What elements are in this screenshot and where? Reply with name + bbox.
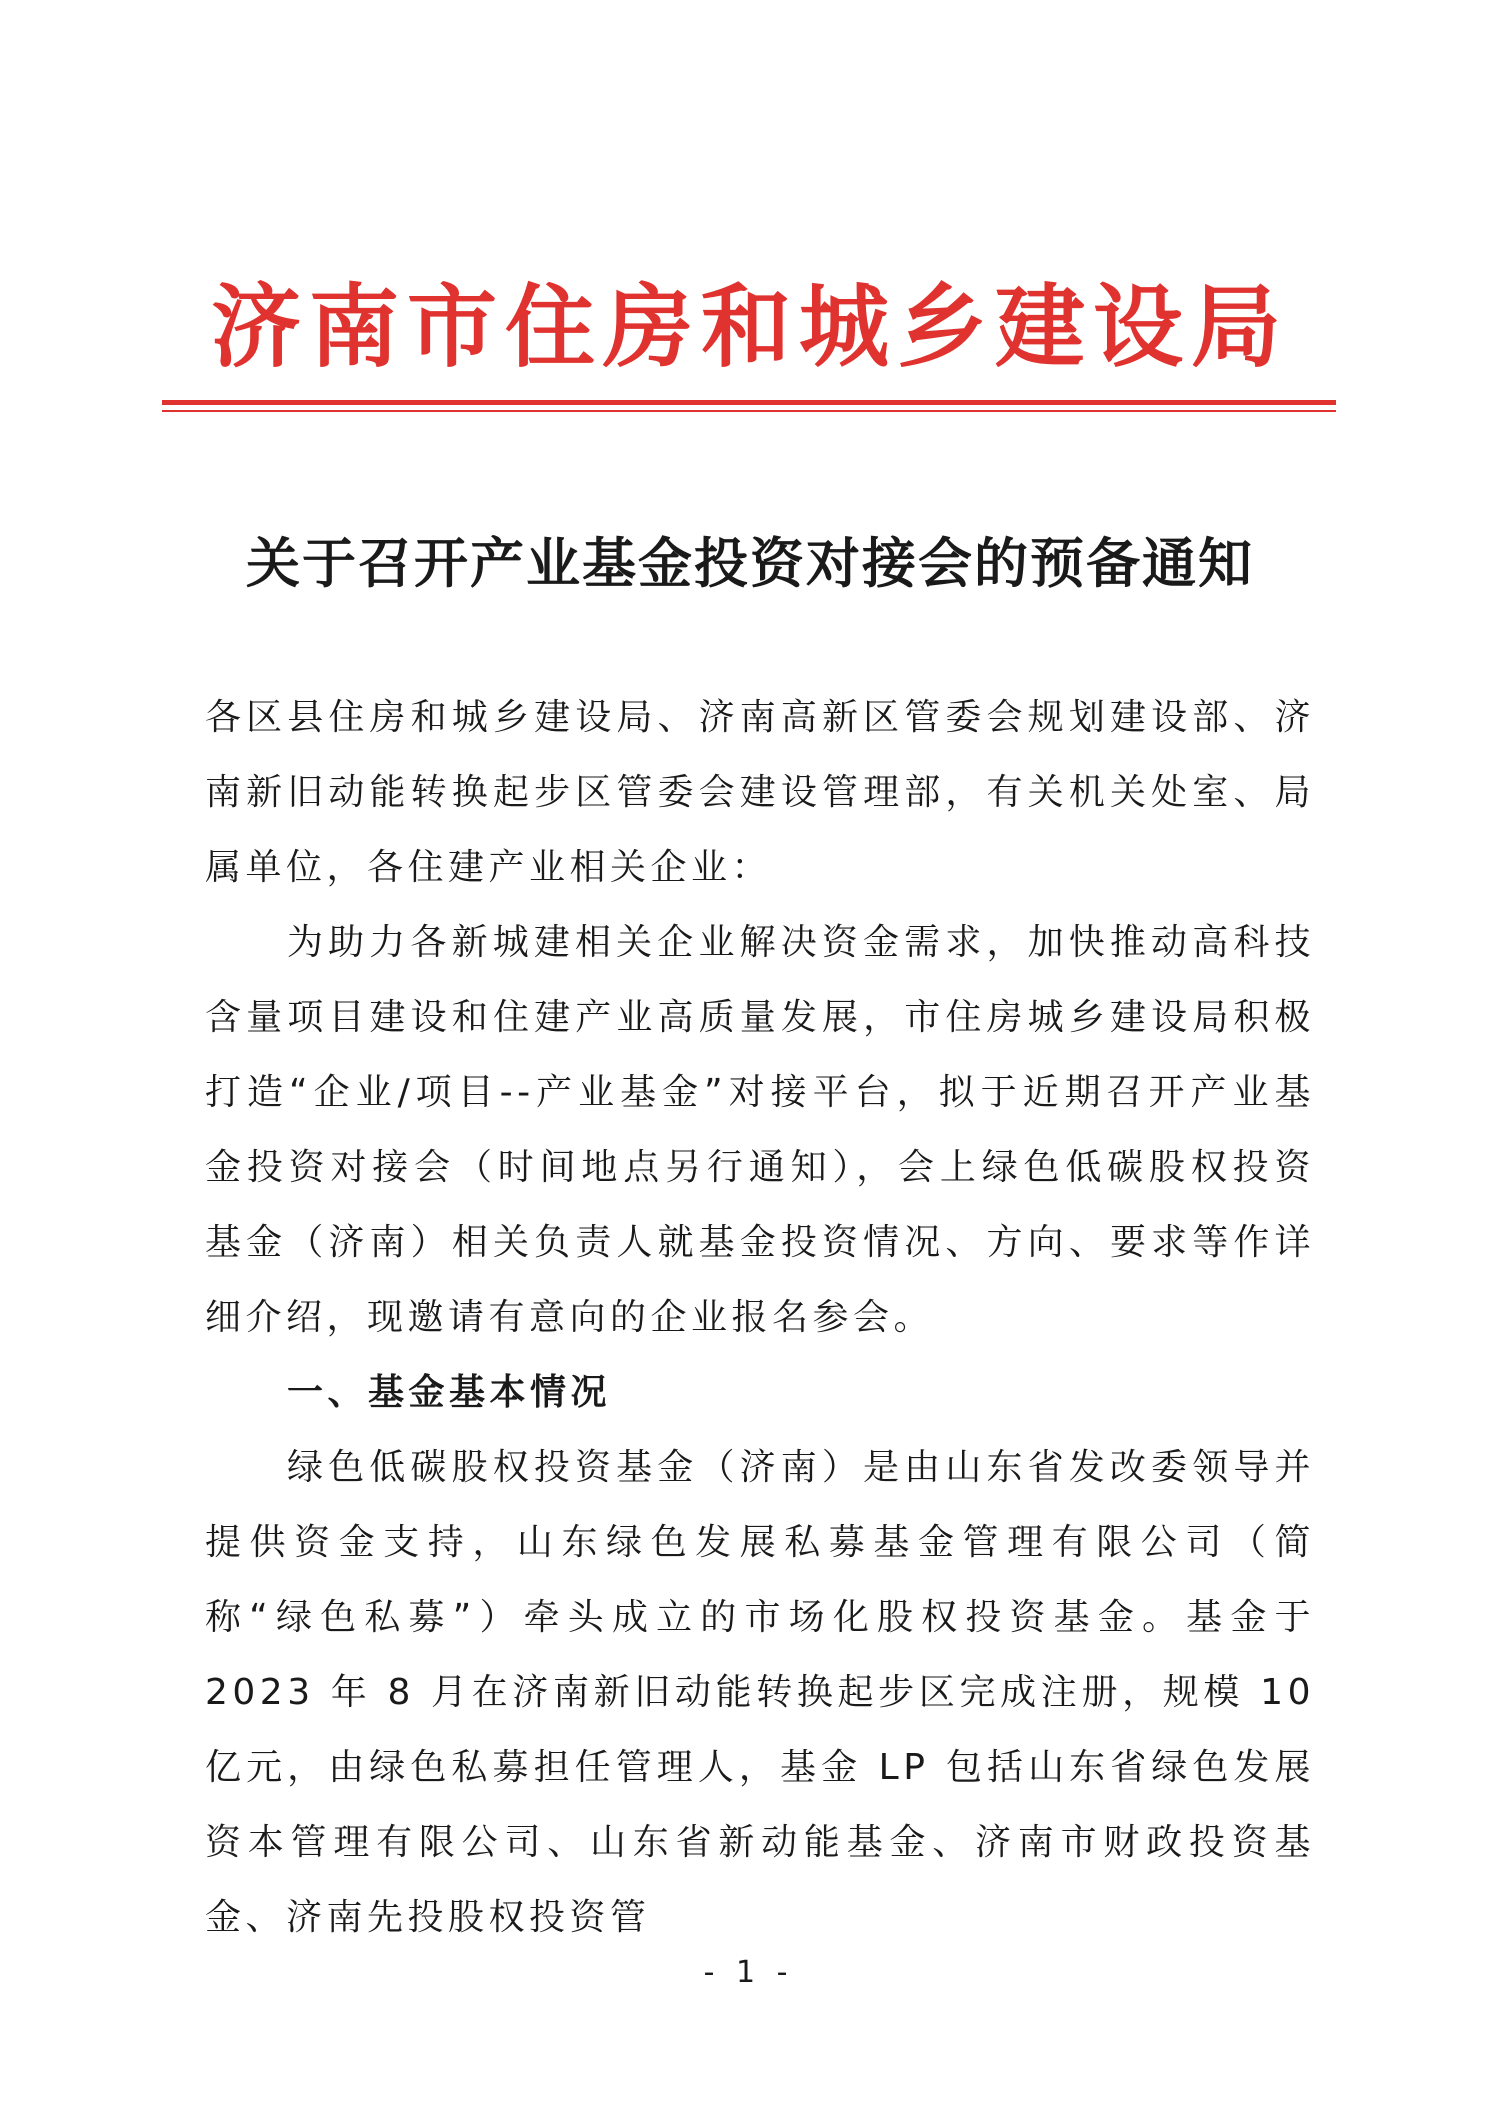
- notice-title: 关于召开产业基金投资对接会的预备通知: [246, 531, 1254, 595]
- page-number: - 1 -: [703, 1955, 794, 1990]
- paragraph-fund-overview: 绿色低碳股权投资基金（济南）是由山东省发改委领导并提供资金支持，山东绿色发展私募基金管理有限公司（简称“绿色私募”）牵头成立的市场化股权投资基金。基金于 2023 年 8 月在济南新旧动能转换起步区完成注册，规模 10 亿元，由绿色私募担任管理人，基金 LP 包括山东省绿色发展资本管理有限公司、山东省新动能基金、济南市财政投资基金、济南先投股权投资管: [205, 1447, 1315, 1938]
- letterhead-rule-thick: [162, 400, 1336, 405]
- paragraph-intro: 为助力各新城建相关企业解决资金需求，加快推动高科技含量项目建设和住建产业高质量发展，市住房城乡建设局积极打造“企业/项目--产业基金”对接平台，拟于近期召开产业基金投资对接会（时间地点另行通知），会上绿色低碳股权投资基金（济南）相关负责人就基金投资情况、方向、要求等作详细介绍，现邀请有意向的企业报名参会。: [205, 922, 1315, 1338]
- letterhead-org-name: 济南市住房和城乡建设局: [211, 274, 1289, 380]
- addressee: 各区县住房和城乡建设局、济南高新区管委会规划建设部、济南新旧动能转换起步区管委会建设管理部，有关机关处室、局属单位，各住建产业相关企业：: [205, 697, 1315, 888]
- section-heading-fund-overview: 一、基金基本情况: [287, 1372, 612, 1413]
- letterhead-rule-thin: [162, 410, 1336, 412]
- notice-body: [205, 680, 1315, 1955]
